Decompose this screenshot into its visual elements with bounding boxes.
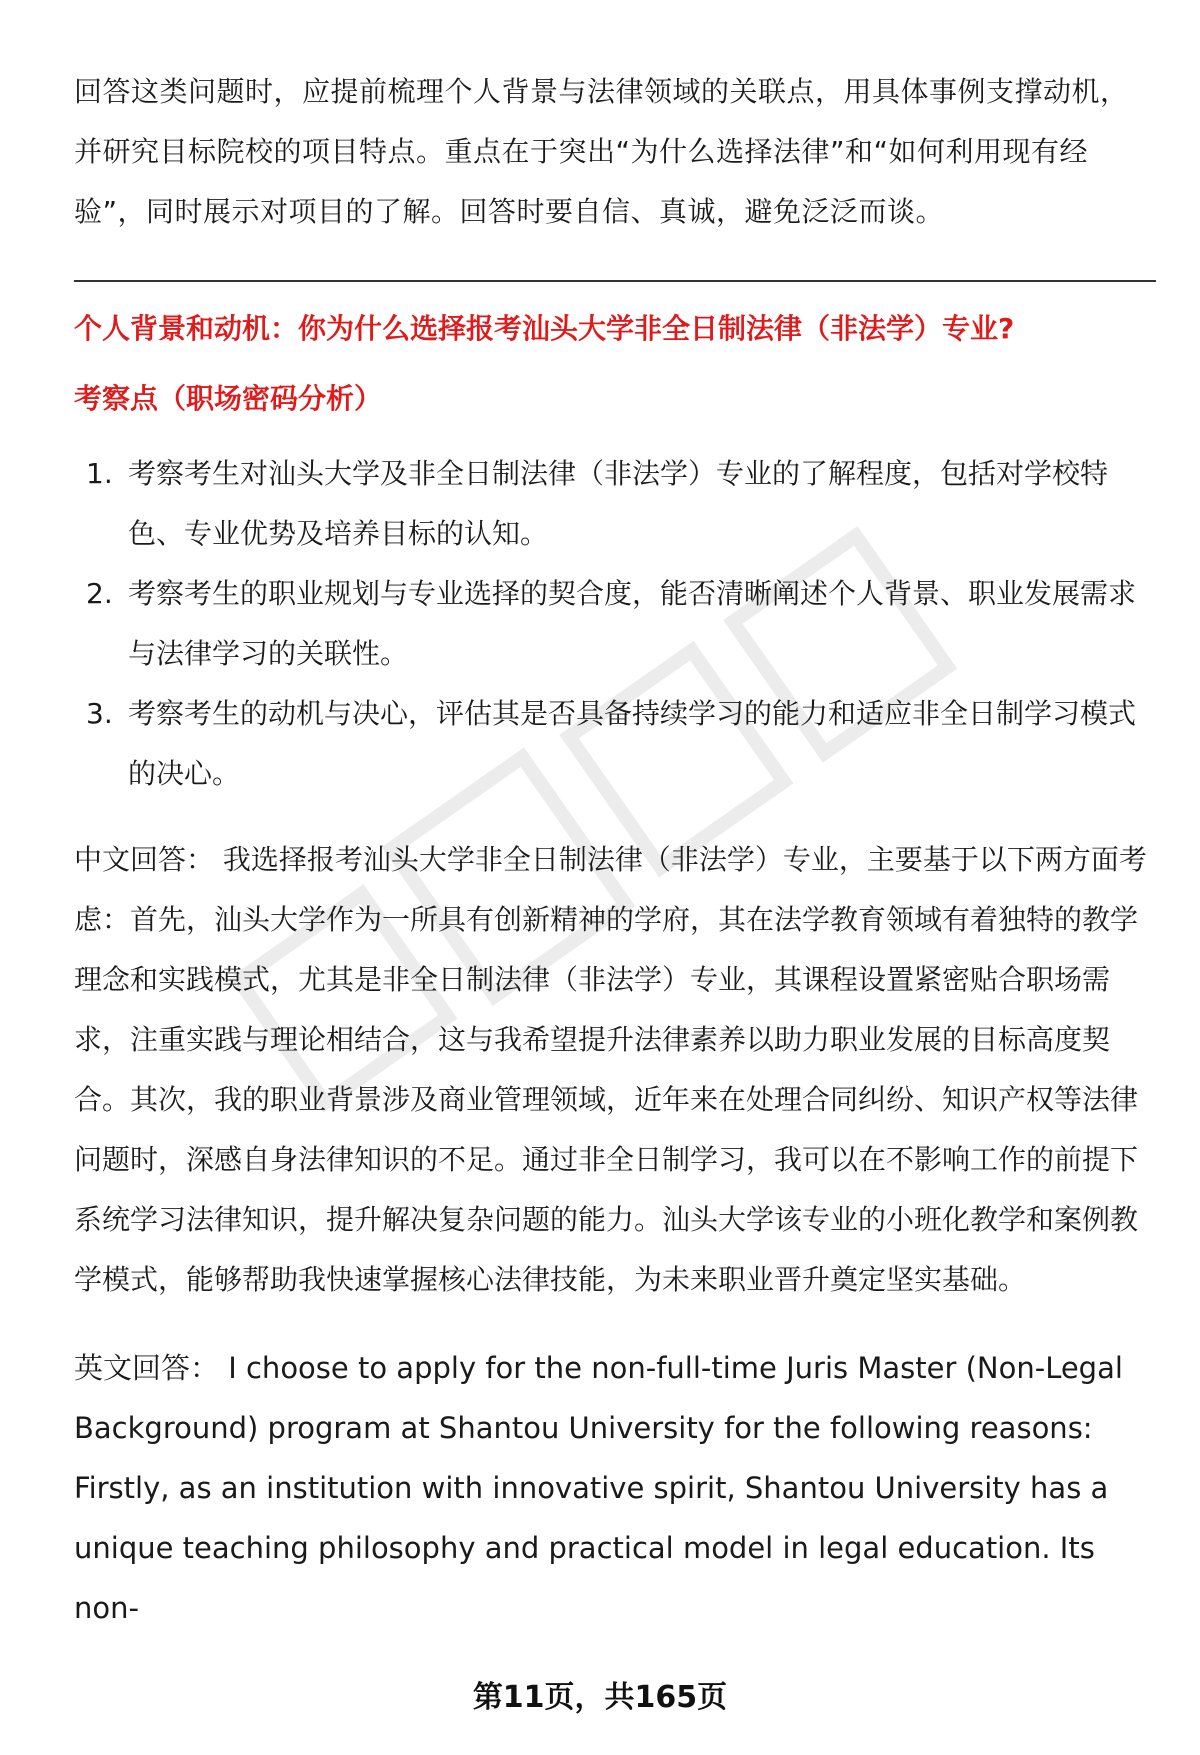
intro-paragraph: 回答这类问题时，应提前梳理个人背景与法律领域的关联点，用具体事例支撑动机，并研究目标院校的项目特点。重点在于突出“为什么选择法律”和“如何利用现有经验”，同时展示对项目的了解。回答时要自信、真诚，避免泛泛而谈。 <box>74 75 1129 228</box>
list-item-text: 考察考生的动机与决心，评估其是否具备持续学习的能力和适应非全日制学习模式的决心。 <box>128 697 1137 790</box>
chinese-answer: 中文回答： 我选择报考汕头大学非全日制法律（非法学）专业，主要基于以下两方面考虑：首先，汕头大学作为一所具有创新精神的学府，其在法学教育领域有着独特的教学理念和实践模式，尤其是非全日制法律（非法学）专业，其课程设置紧密贴合职场需求，注重实践与理论相结合，这与我希望提升法律素养以助力职业发展的目标高度契合。其次，我的职业背景涉及商业管理领域，近年来在处理合同纠纷、知识产权等法律问题时，深感自身法律知识的不足。通过非全日制学习，我可以在不影响工作的前提下系统学习法律知识，提升解决复杂问题的能力。汕头大学该专业的小班化教学和案例教学模式，能够帮助我快速掌握核心法律技能，为未来职业晋升奠定坚实基础。 <box>74 843 1147 1296</box>
list-item <box>74 684 1156 804</box>
page-number-footer: 第11页，共165页 <box>472 1680 728 1715</box>
section-divider <box>74 280 1156 282</box>
assessment-heading: 考察点（职场密码分析） <box>74 382 383 415</box>
assessment-points-list <box>74 444 1156 804</box>
list-number: 3. <box>86 697 113 730</box>
list-number: 2. <box>86 577 113 610</box>
list-item-text: 考察考生对汕头大学及非全日制法律（非法学）专业的了解程度，包括对学校特色、专业优势及培养目标的认知。 <box>128 457 1109 550</box>
list-item <box>74 444 1156 564</box>
document-page <box>74 62 1156 1638</box>
list-item-text: 考察考生的职业规划与专业选择的契合度，能否清晰阐述个人背景、职业发展需求与法律学习的关联性。 <box>128 577 1137 670</box>
english-answer: 英文回答： I choose to apply for the non-full-time Juris Master (Non-Legal Background) program at Shantou University for the following reasons: Firstly, as an institution with innovative spirit, Shantou University has a unique teaching philosophy and practical model in legal education. Its non- <box>74 1351 1123 1625</box>
list-item <box>74 564 1156 684</box>
question-title: 个人背景和动机：你为什么选择报考汕头大学非全日制法律（非法学）专业? <box>74 312 1015 345</box>
list-number: 1. <box>86 457 113 490</box>
